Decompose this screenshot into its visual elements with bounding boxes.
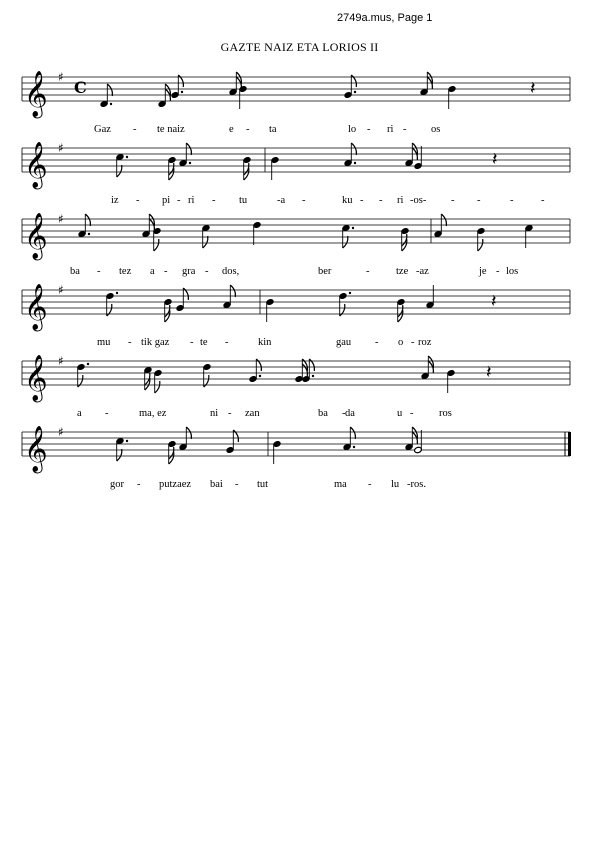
sharp-icon: ♯ [58, 354, 64, 368]
treble-clef-icon: 𝄞 [24, 142, 48, 188]
lyric-syllable: pi [162, 195, 171, 206]
lyric-syllable: a [150, 266, 155, 277]
lyric-syllable: ri [387, 124, 394, 135]
note-flag [186, 143, 191, 155]
note-flag [186, 427, 191, 439]
lyric-syllable: da [345, 408, 355, 419]
note-flag [350, 427, 355, 439]
lyric-syllable: - [164, 266, 168, 277]
lyric-syllable: ma [334, 479, 347, 490]
lyric-syllable: - [190, 337, 194, 348]
lyric-syllable: ta [269, 124, 277, 135]
lyric-syllable: - [496, 266, 500, 277]
sharp-icon: ♯ [58, 425, 64, 439]
lyric-syllable: - [228, 408, 232, 419]
lyric-syllable: putzaez [159, 479, 192, 490]
note-dot [87, 363, 89, 365]
note-flag [351, 143, 356, 155]
note-flag [85, 214, 90, 226]
quarter-rest-icon: 𝄽 [530, 78, 536, 99]
time-signature: C [74, 78, 87, 97]
lyric-syllable: - [136, 195, 140, 206]
lyric-syllable: - [97, 266, 101, 277]
note-flag [117, 449, 122, 461]
sharp-icon: ♯ [58, 141, 64, 155]
lyric-syllable: - [367, 124, 371, 135]
lyric-syllable: - [177, 195, 181, 206]
lyric-syllable: roz [418, 337, 432, 348]
lyric-syllable: - [368, 479, 372, 490]
note-flag [343, 236, 348, 248]
sharp-icon: ♯ [58, 212, 64, 226]
lyric-syllable: - [510, 195, 514, 206]
final-barline [568, 432, 571, 456]
lyric-syllable: -os- [410, 195, 427, 206]
song-title: GAZTE NAIZ ETA LORIOS II [220, 40, 379, 54]
lyric-syllable: - [105, 408, 109, 419]
treble-clef-icon: 𝄞 [24, 213, 48, 259]
lyric-syllable: ros [439, 408, 452, 419]
lyric-syllable: los [506, 266, 519, 277]
lyric-syllable: te [200, 337, 208, 348]
lyric-syllable: lo [348, 124, 357, 135]
note-dot [349, 292, 351, 294]
lyric-syllable: ri [397, 195, 404, 206]
note-flag [203, 236, 208, 248]
note-flag [441, 214, 446, 226]
lyric-syllable: zan [245, 408, 260, 419]
note-flag [107, 84, 112, 96]
lyric-syllable: lu [391, 479, 400, 490]
note-dot [126, 440, 128, 442]
note-flag [230, 285, 235, 297]
lyric-syllable: - [411, 337, 415, 348]
lyric-syllable: - [133, 124, 137, 135]
lyric-syllable: - [205, 266, 209, 277]
lyric-syllable: ba [70, 266, 80, 277]
treble-clef-icon: 𝄞 [24, 426, 48, 472]
note-dot [181, 91, 183, 93]
lyric-syllable: je [479, 266, 487, 277]
lyric-syllable: mu [97, 337, 111, 348]
lyric-syllable: iz [111, 195, 119, 206]
note-dot [126, 156, 128, 158]
lyric-syllable: gor [110, 479, 124, 490]
lyric-syllable: te naiz [157, 124, 185, 135]
lyric-syllable: - [410, 408, 414, 419]
lyric-syllable: - [246, 124, 250, 135]
lyric-syllable: - [212, 195, 216, 206]
lyric-syllable: ma, ez [139, 408, 167, 419]
lyric-syllable: tez [119, 266, 132, 277]
lyric-syllable: - [235, 479, 239, 490]
lyric-syllable: ber [318, 266, 332, 277]
treble-clef-icon: 𝄞 [24, 284, 48, 330]
lyric-syllable: gau [336, 337, 352, 348]
lyric-syllable: - [403, 124, 407, 135]
note-dot [116, 292, 118, 294]
lyric-syllable: -a [277, 195, 286, 206]
lyric-syllable: tik gaz [141, 337, 170, 348]
lyric-syllable: ri [188, 195, 195, 206]
lyric-syllable: ba [318, 408, 328, 419]
note-dot [189, 162, 191, 164]
lyric-syllable: - [225, 337, 229, 348]
lyric-syllable: e [229, 124, 234, 135]
lyric-syllable: - [375, 337, 379, 348]
lyric-syllable: o [398, 337, 404, 348]
note-dot [110, 103, 112, 105]
lyric-syllable: - [477, 195, 481, 206]
lyric-syllable: dos, [222, 266, 240, 277]
note-flag [154, 239, 159, 251]
page-header: 2749a.mus, Page 1 [337, 12, 433, 24]
quarter-rest-icon: 𝄽 [491, 291, 497, 312]
lyric-syllable: ni [210, 408, 219, 419]
lyric-syllable: - [342, 408, 346, 419]
lyric-syllable: - [379, 195, 383, 206]
treble-clef-icon: 𝄞 [24, 71, 48, 117]
note-flag [117, 165, 122, 177]
lyric-syllable: os [431, 124, 441, 135]
treble-clef-icon: 𝄞 [24, 355, 48, 401]
lyric-syllable: - [137, 479, 141, 490]
note-flag [155, 381, 160, 393]
lyric-syllable: -ros. [407, 479, 426, 490]
lyric-syllable: - [451, 195, 455, 206]
lyric-syllable: - [302, 195, 306, 206]
lyric-syllable: a [77, 408, 82, 419]
quarter-rest-icon: 𝄽 [492, 149, 498, 170]
lyric-syllable: - [541, 195, 545, 206]
sharp-icon: ♯ [58, 283, 64, 297]
note-dot [354, 162, 356, 164]
sharp-icon: ♯ [58, 70, 64, 84]
quarter-rest-icon: 𝄽 [486, 362, 492, 383]
note-dot [354, 91, 356, 93]
lyric-syllable: gra [182, 266, 196, 277]
note-dot [88, 233, 90, 235]
lyric-syllable: - [366, 266, 370, 277]
lyric-syllable: u [397, 408, 403, 419]
note-dot [312, 375, 314, 377]
lyric-syllable: kin [258, 337, 272, 348]
lyric-syllable: Gaz [94, 124, 111, 135]
note-flag [478, 239, 483, 251]
note-dot [352, 227, 354, 229]
lyric-syllable: tut [257, 479, 269, 490]
lyric-syllable: - [360, 195, 364, 206]
note-dot [259, 375, 261, 377]
note-dot [353, 446, 355, 448]
lyric-syllable: tze [396, 266, 409, 277]
lyric-syllable: ku [342, 195, 353, 206]
lyric-syllable: - [128, 337, 132, 348]
lyric-syllable: bai [210, 479, 223, 490]
lyric-syllable: tu [239, 195, 248, 206]
lyric-syllable: -az [416, 266, 429, 277]
